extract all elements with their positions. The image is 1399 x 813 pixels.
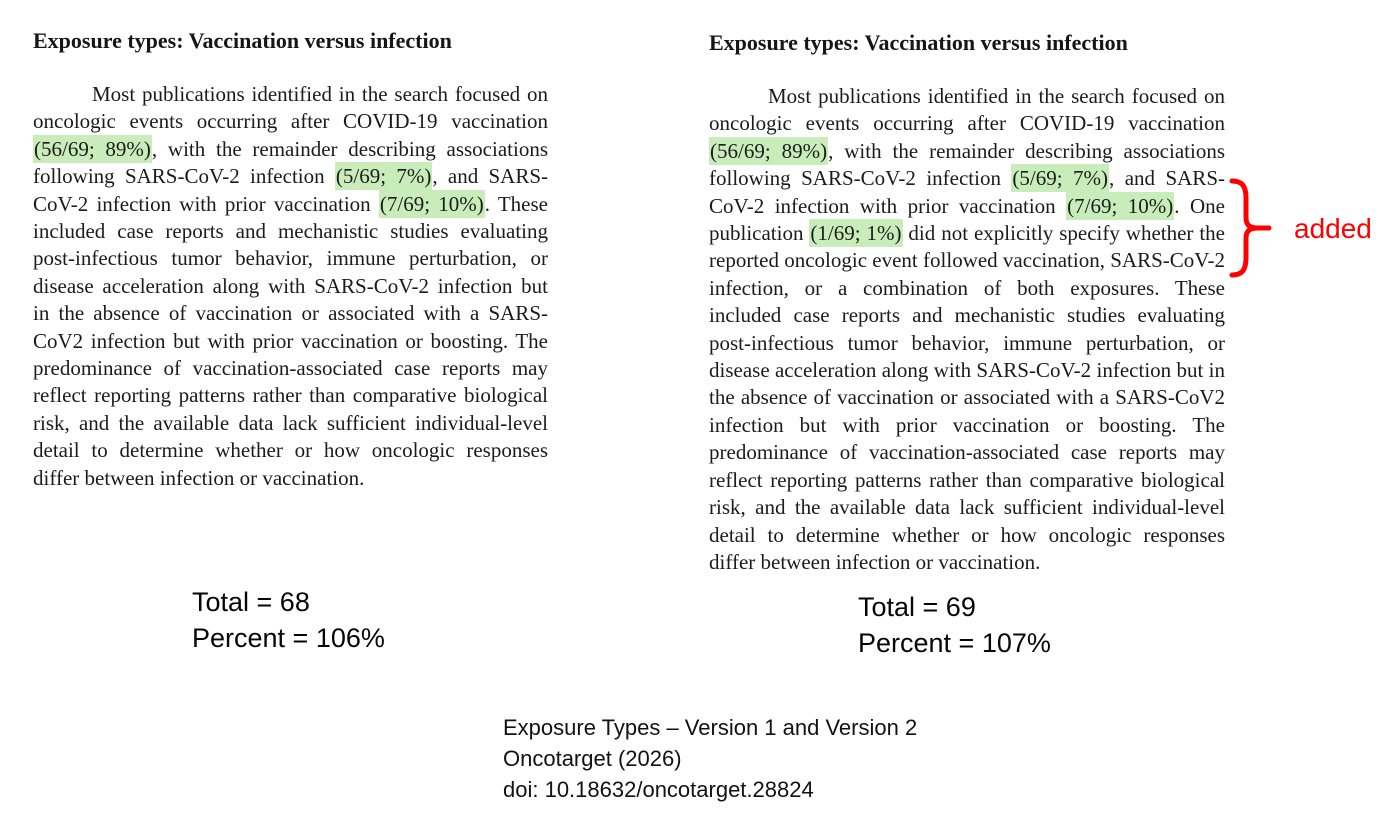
added-bracket-icon <box>1227 176 1273 280</box>
version1-column <box>33 27 548 492</box>
version1-heading: Exposure types: Vaccination versus infection <box>33 28 452 53</box>
version2-totals <box>858 589 1051 661</box>
highlighted-stat: (5/69; 7%) <box>1012 166 1108 191</box>
version2-total-value: Total = 69 <box>858 592 976 622</box>
added-annotation-label: added <box>1294 213 1372 244</box>
caption-title: Exposure Types – Version 1 and Version 2 <box>503 715 918 740</box>
highlighted-stat: (7/69; 10%) <box>379 191 484 216</box>
caption-journal: Oncotarget (2026) <box>503 746 682 771</box>
version1-paragraph: Most publications identified in the search focused on oncologic events occurring after COVID-19 vaccination (56/69; 89%), with the remainder describing associations following SARS-CoV-2 infection (5/69; 7%), and SARS-CoV-2 infection with prior vaccination (7/69; 10%). These included case reports and mechanistic studies evaluating post-infectious tumor behavior, immune perturbation, or disease acceleration along with SARS-CoV-2 infection but in the absence of vaccination or associated with a SARS-CoV2 infection but with prior vaccination or boosting. The predominance of vaccination-associated case reports may reflect reporting patterns rather than comparative biological risk, and the available data lack sufficient individual-level detail to determine whether or how oncologic responses differ between infection or vaccination. <box>33 82 548 490</box>
highlighted-stat: (56/69; 89%) <box>34 136 151 161</box>
version1-totals <box>192 584 385 656</box>
version2-column <box>709 29 1225 576</box>
caption-doi: doi: 10.18632/oncotarget.28824 <box>503 777 814 802</box>
version2-paragraph: Most publications identified in the search focused on oncologic events occurring after COVID-19 vaccination (56/69; 89%), with the remainder describing associations following SARS-CoV-2 infection (5/69; 7%), and SARS-CoV-2 infection with prior vaccination (7/69; 10%). One publication (1/69; 1%) did not explicitly specify whether the reported oncologic event followed vaccination, SARS-CoV-2 infection, or a combination of both exposures. These included case reports and mechanistic studies evaluating post-infectious tumor behavior, immune perturbation, or disease acceleration along with SARS-CoV-2 infection but in the absence of vaccination or associated with a SARS-CoV2 infection but with prior vaccination or boosting. The predominance of vaccination-associated case reports may reflect reporting patterns rather than comparative biological risk, and the available data lack sufficient individual-level detail to determine whether or how oncologic responses differ between infection or vaccination. <box>709 84 1225 574</box>
highlighted-stat: (5/69; 7%) <box>335 164 432 189</box>
highlighted-stat: (7/69; 10%) <box>1067 193 1174 218</box>
version2-percent-value: Percent = 107% <box>858 628 1051 658</box>
highlighted-stat: (56/69; 89%) <box>710 138 828 163</box>
figure-caption <box>503 712 917 805</box>
version1-total-value: Total = 68 <box>192 587 310 617</box>
version2-heading: Exposure types: Vaccination versus infection <box>709 30 1128 55</box>
highlighted-stat: (1/69; 1%) <box>810 221 902 246</box>
version1-percent-value: Percent = 106% <box>192 623 385 653</box>
